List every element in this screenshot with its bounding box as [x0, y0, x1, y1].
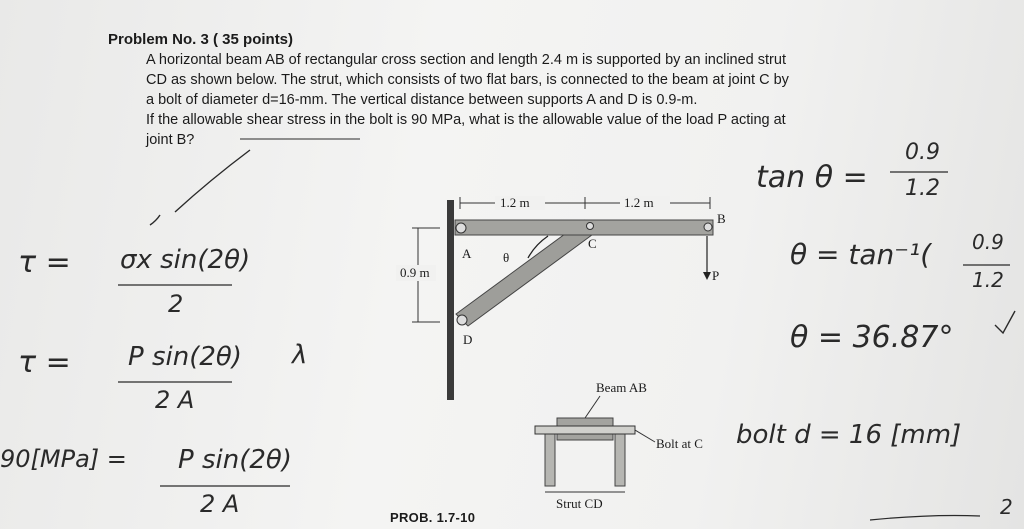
hand-eq2-num: P sin(2θ): [128, 342, 242, 372]
hand-eq1-lhs: τ =: [18, 245, 71, 280]
hand-check-left: [150, 215, 160, 225]
hand-eq3-lhs: 90[MPa] =: [0, 445, 127, 473]
problem-title: Problem No. 3 ( 35 points): [108, 31, 294, 48]
label-b: B: [717, 211, 726, 226]
beam-ab: [455, 220, 713, 235]
hand-eq3-den: 2 A: [200, 490, 240, 518]
hand-theta-value: θ = 36.87°: [790, 320, 954, 355]
pin-b: [704, 223, 712, 231]
wall: [447, 200, 454, 400]
hand-theta-den: 1.2: [972, 268, 1004, 292]
caption-bolt: Bolt at C: [656, 436, 703, 451]
strut-cd: [456, 220, 596, 326]
hand-check-right: [995, 311, 1015, 333]
hand-theta-num: 0.9: [972, 230, 1004, 254]
vdim-label: 0.9 m: [400, 265, 430, 280]
hand-arrow-stroke: [175, 150, 250, 212]
pin-a: [456, 223, 466, 233]
section-bar-right: [615, 430, 625, 486]
problem-line-1: A horizontal beam AB of rectangular cross section and length 2.4 m is supported by an inclined strut: [146, 52, 786, 68]
problem-line-3: a bolt of diameter d=16-mm. The vertical distance between supports A and D is 0.9-m.: [146, 92, 698, 108]
hand-lambda-mark: λ: [292, 340, 308, 370]
hand-eq2-den: 2 A: [155, 386, 195, 414]
caption-strut: Strut CD: [556, 496, 603, 511]
beam-leader: [585, 396, 600, 418]
problem-line-4: If the allowable shear stress in the bolt is 90 MPa, what is the allowable value of the load P acting at: [146, 112, 786, 128]
label-c: C: [588, 236, 597, 251]
hand-theta-eq: θ = tan⁻¹(: [790, 238, 932, 271]
hand-eq1-den: 2: [168, 290, 184, 318]
label-theta: θ: [503, 250, 510, 265]
problem-number: PROB. 1.7-10: [390, 510, 476, 525]
hand-eq3-num: P sin(2θ): [178, 445, 292, 475]
pin-d: [457, 315, 467, 325]
bolt-leader: [635, 430, 655, 442]
load-p-arrowhead: [703, 272, 711, 280]
label-d: D: [463, 332, 473, 347]
hand-tan-num: 0.9: [905, 140, 940, 165]
problem-line-2: CD as shown below. The strut, which consists of two flat bars, is connected to the beam at joint C by: [146, 72, 789, 88]
hand-eq2-lhs: τ =: [18, 345, 71, 380]
label-p: P: [712, 268, 720, 283]
hand-tan-lhs: tan θ =: [756, 160, 868, 195]
hand-bottom-stroke: [870, 516, 980, 521]
pin-c: [587, 223, 594, 230]
dim-label-right: 1.2 m: [624, 195, 654, 210]
hand-corner-number: 2: [1000, 495, 1013, 519]
hand-tan-den: 1.2: [905, 176, 940, 201]
section-bar-left: [545, 430, 555, 486]
section-bolt: [535, 426, 635, 434]
hand-bolt-d: bolt d = 16 [mm]: [736, 420, 962, 450]
problem-line-5: joint B?: [146, 132, 195, 148]
dim-label-left: 1.2 m: [500, 195, 530, 210]
label-a: A: [462, 246, 472, 261]
caption-beam: Beam AB: [596, 380, 647, 395]
hand-eq1-num: σx sin(2θ): [120, 245, 251, 275]
